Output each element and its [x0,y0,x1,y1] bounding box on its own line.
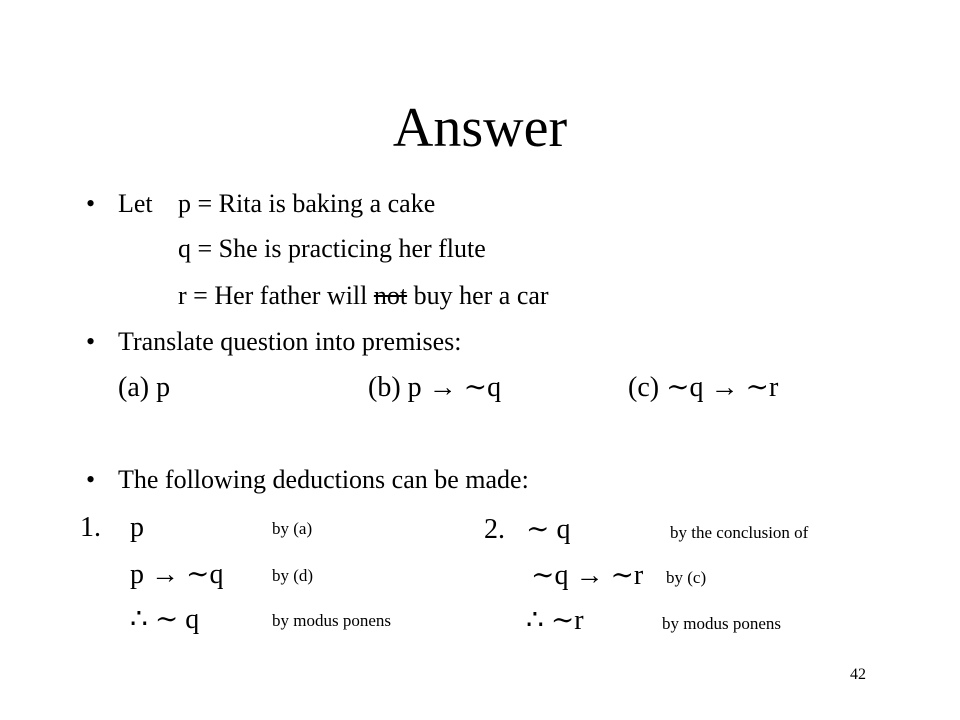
deduction-1-number: 1. [80,512,101,543]
deduction-2-step-2: ∼q → ∼r [531,560,644,591]
slide-title: Answer [392,97,568,159]
deduction-1-step-2: p → ∼q [130,559,224,590]
deduction-1-step-1: p [130,512,144,543]
deduction-1-step-3: ∴ ∼ q [130,604,200,635]
deduction-2-note-1: by the conclusion of [670,523,809,542]
deduction-2-step-3: ∴ ∼r [526,605,584,636]
bullet-dot: • [86,189,96,218]
bullet-dot: • [86,465,96,494]
definition-r-prefix: r = Her father will [178,281,374,310]
premise-a: (a) p [118,372,171,403]
deductions-heading: The following deductions can be made: [118,465,529,494]
definition-r-suffix: buy her a car [407,281,549,310]
deduction-2-note-3: by modus ponens [662,614,781,633]
deduction-1-note-1: by (a) [272,519,313,538]
deduction-1-note-3: by modus ponens [272,611,391,630]
deduction-1-note-2: by (d) [272,566,314,585]
bullet-dot: • [86,327,96,356]
definition-q: q = She is practicing her flute [178,234,486,263]
definition-p: p = Rita is baking a cake [178,189,436,218]
let-label: Let [118,189,153,218]
struck-word: not [373,281,408,310]
deduction-2-step-1: ∼ q [526,514,571,545]
premise-c: (c) ∼q → ∼r [628,372,779,403]
definition-r [178,280,549,312]
premise-b: (b) p → ∼q [368,372,502,403]
translate-heading: Translate question into premises: [118,327,462,356]
deduction-2-number: 2. [484,514,505,545]
slide-number: 42 [850,666,866,683]
deduction-2-note-2: by (c) [666,568,707,587]
